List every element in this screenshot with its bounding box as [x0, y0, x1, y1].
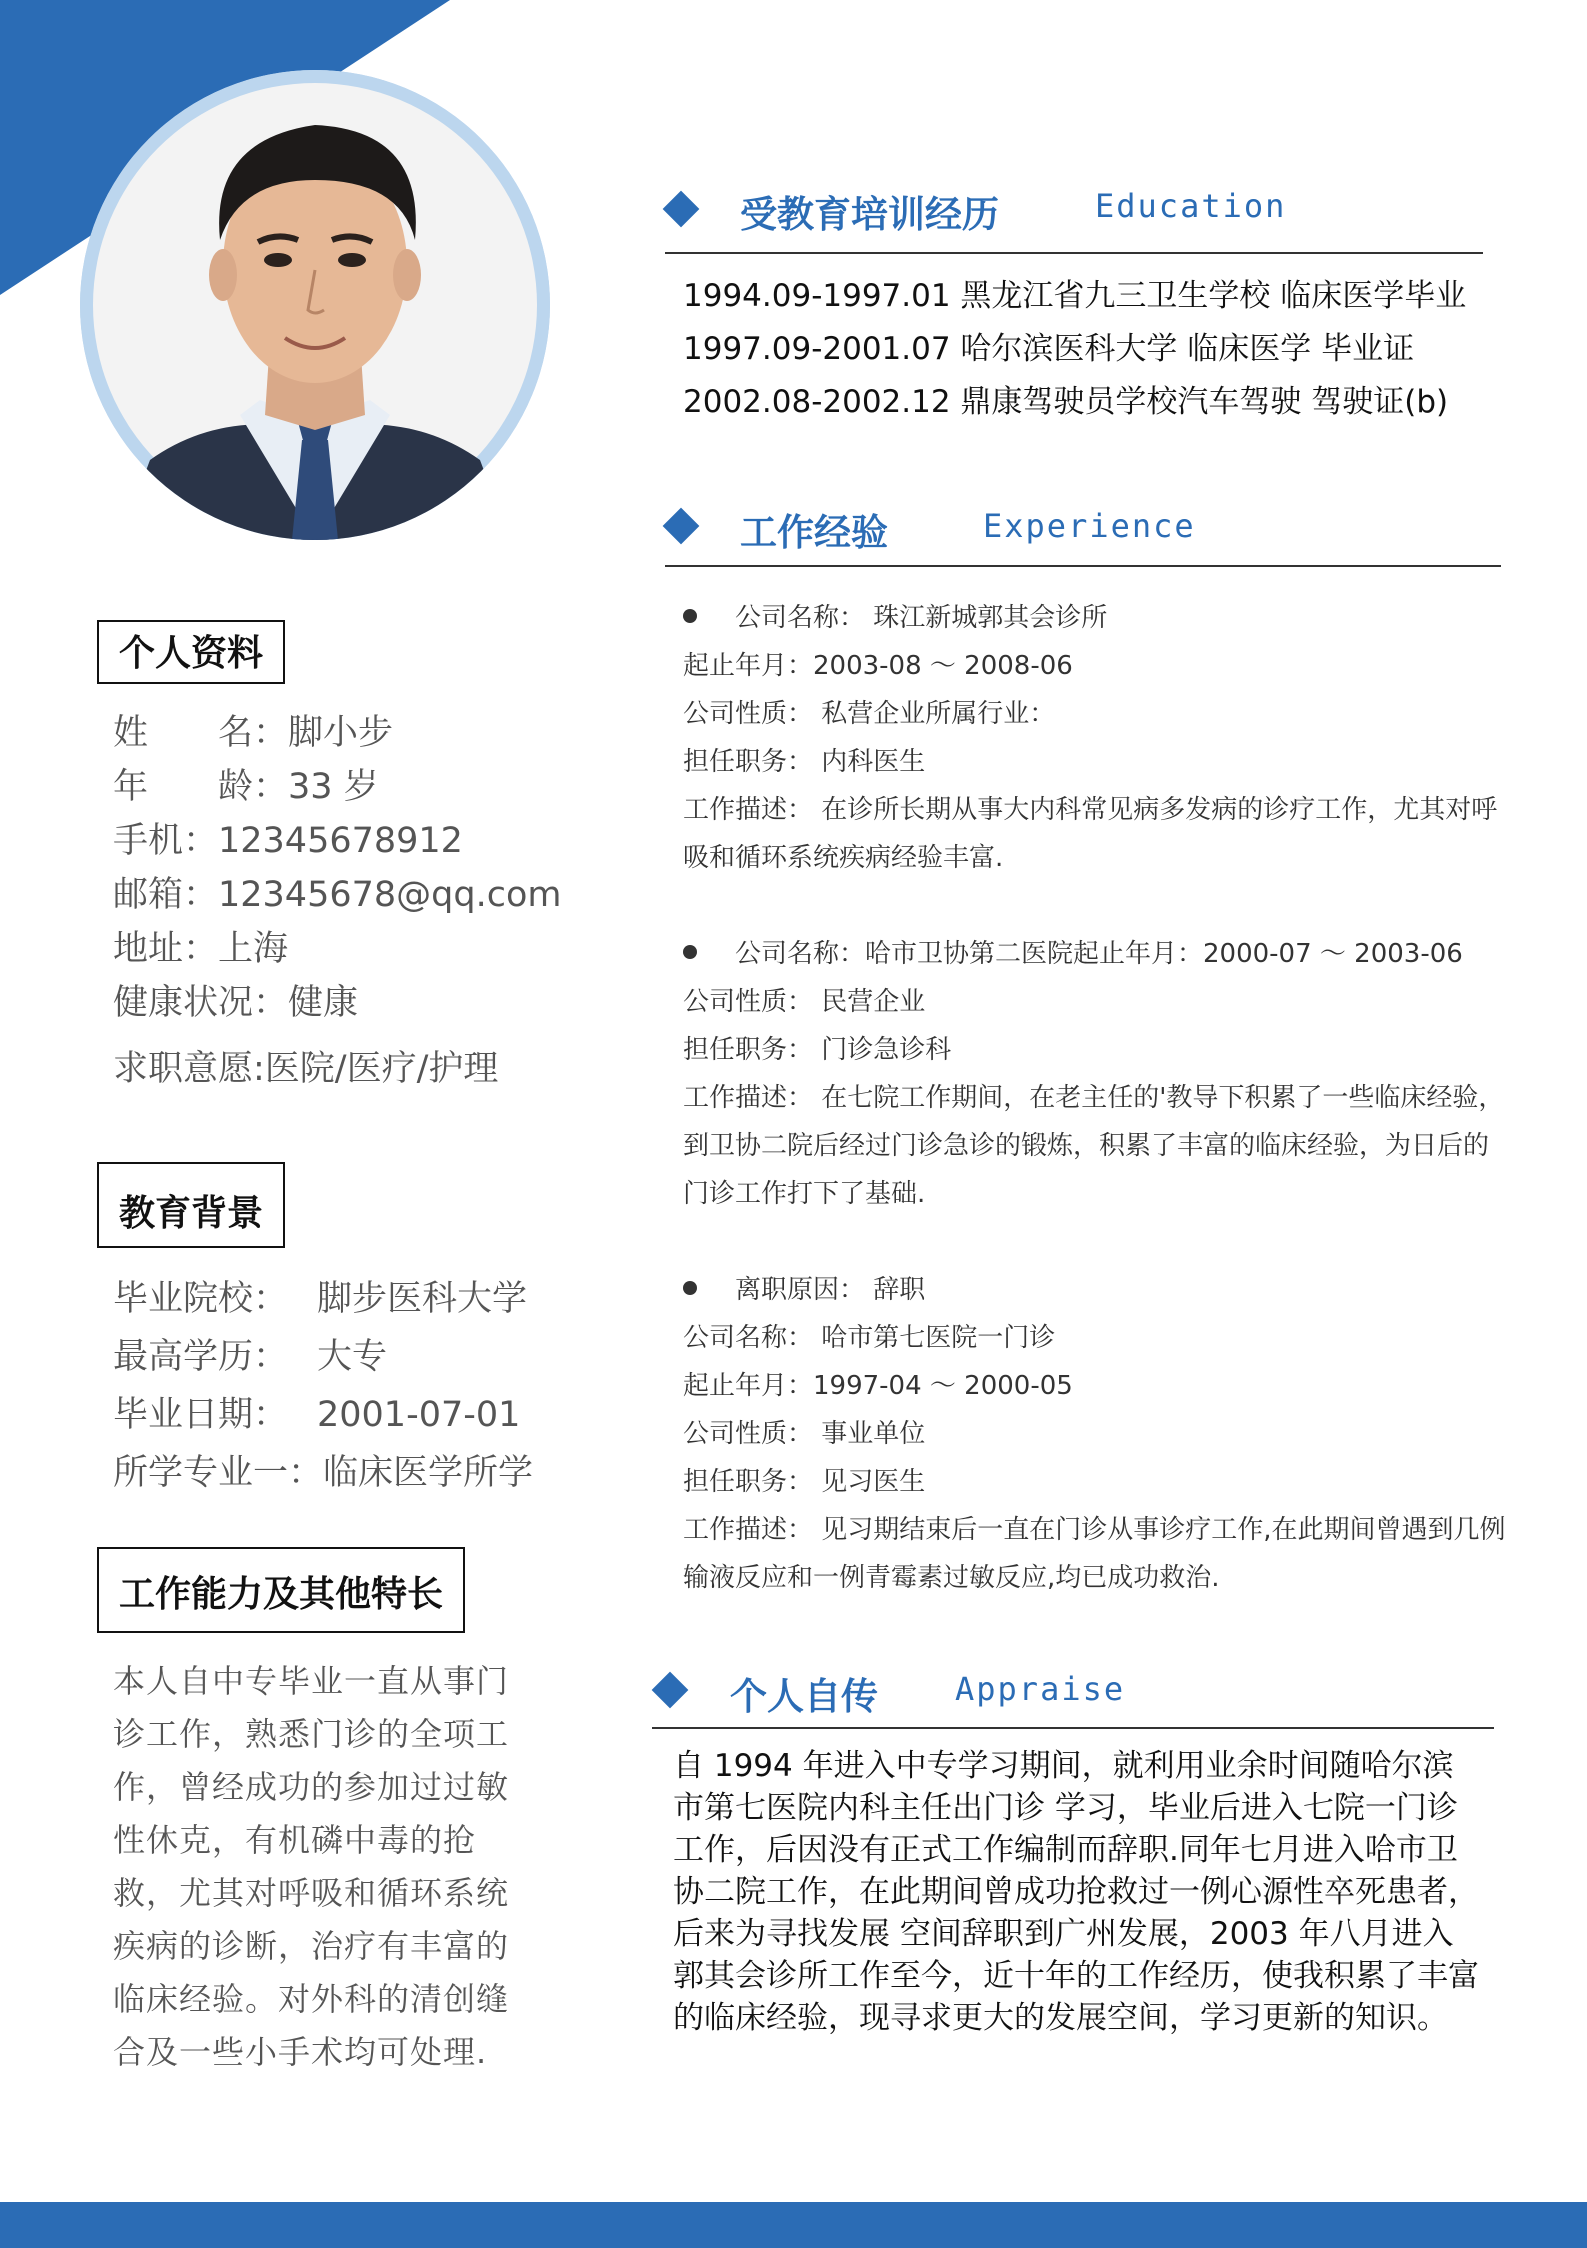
age-line	[113, 760, 583, 814]
job-company: 公司名称：哈市卫协第二医院起止年月：2000-07 ～ 2003-06	[683, 930, 1513, 978]
personal-info-title: 个人资料	[97, 620, 285, 684]
footer-bar	[0, 2202, 1587, 2248]
address-line: 地址：上海	[113, 929, 289, 969]
education-row: 1997.09-2001.07 哈尔滨医科大学 临床医学 毕业证	[683, 331, 1415, 367]
job-entry-2	[683, 930, 1513, 1218]
experience-divider	[665, 565, 1501, 567]
education-section-title: 受教育培训经历	[740, 193, 999, 236]
job-description: 工作描述： 在七院工作期间，在老主任的'教导下积累了一些临床经验，到卫协二院后经过门诊急诊的锻炼，积累了丰富的临床经验，为日后的门诊工作打下了基础.	[683, 1083, 1505, 1209]
job-nature: 公司性质： 私营企业所属行业：	[683, 699, 1056, 729]
appraise-section-title: 个人自传	[730, 1675, 878, 1718]
bullet-icon	[683, 945, 697, 959]
job-description: 工作描述： 见习期结束后一直在门诊从事诊疗工作,在此期间曾遇到几例输液反应和一例青霉素过敏反应,均已成功救治.	[683, 1515, 1506, 1593]
bullet-icon	[683, 609, 697, 623]
experience-section-subtitle: Experience	[983, 507, 1196, 545]
education-row: 2002.08-2002.12 鼎康驾驶员学校汽车驾驶 驾驶证(b)	[683, 384, 1449, 420]
degree-label: 最高学历：	[113, 1337, 289, 1377]
education-background-list	[113, 1270, 583, 1502]
email-line: 邮箱：12345678@qq.com	[113, 875, 562, 915]
bullet-icon	[683, 1281, 697, 1295]
health-line: 健康状况：健康	[113, 983, 359, 1023]
skills-title: 工作能力及其他特长	[97, 1547, 465, 1633]
education-list	[683, 270, 1503, 429]
name-label: 姓 名：	[113, 713, 289, 753]
job-description: 工作描述： 在诊所长期从事大内科常见病多发病的诊疗工作，尤其对呼吸和循环系统疾病经验丰富.	[683, 795, 1498, 873]
degree-line	[113, 1328, 583, 1386]
section-diamond-icon	[652, 1672, 689, 1709]
job-position: 担任职务： 见习医生	[683, 1467, 926, 1497]
section-diamond-icon	[663, 508, 700, 545]
job-intent-line: 求职意愿:医院/医疗/护理	[113, 1049, 499, 1089]
job-nature: 公司性质： 民营企业	[683, 987, 926, 1017]
age-value: 33 岁	[288, 767, 379, 807]
appraise-divider	[652, 1727, 1494, 1729]
education-row: 1994.09-1997.01 黑龙江省九三卫生学校 临床医学毕业	[683, 278, 1467, 314]
job-entry-1	[683, 594, 1513, 882]
skills-text: 本人自中专毕业一直从事门诊工作，熟悉门诊的全项工作，曾经成功的参加过过敏性休克，有机磷中毒的抢救，尤其对呼吸和循环系统疾病的诊断，治疗有丰富的临床经验。对外科的清创缝合及一些小手术均可处理.	[113, 1662, 510, 2071]
job-leave-reason: 离职原因： 辞职	[683, 1266, 1513, 1314]
graduation-date-line	[113, 1386, 583, 1444]
education-divider	[665, 252, 1483, 254]
school-value: 脚步医科大学	[317, 1279, 528, 1319]
appraise-section-subtitle: Appraise	[955, 1670, 1126, 1708]
section-diamond-icon	[663, 191, 700, 228]
job-position: 担任职务： 内科医生	[683, 747, 926, 777]
profile-photo	[80, 70, 550, 540]
school-line	[113, 1270, 583, 1328]
personal-info-list	[113, 706, 583, 1096]
appraise-text: 自 1994 年进入中专学习期间，就利用业余时间随哈尔滨市第七医院内科主任出门诊 学习，毕业后进入七院一门诊工作，后因没有正式工作编制而辞职.同年七月进入哈市卫协二院工作，在此期间曾成功抢救过一例心源性卒死患者，后来为寻找发展 空间辞职到广州发展，2003 年八月进入郭其会诊所工作至今，近十年的工作经历，使我积累了丰富的临床经验，现寻求更大的发展空间，学习更新的知识。	[673, 1748, 1479, 2036]
job-position: 担任职务： 门诊急诊科	[683, 1035, 952, 1065]
education-background-title: 教育背景	[97, 1162, 285, 1248]
phone-line: 手机：12345678912	[113, 821, 463, 861]
job-nature: 公司性质： 事业单位	[683, 1419, 926, 1449]
education-section-subtitle: Education	[1095, 187, 1287, 225]
major-line: 所学专业一：临床医学所学	[113, 1453, 534, 1493]
job-company: 公司名称： 珠江新城郭其会诊所	[683, 594, 1513, 642]
name-line	[113, 706, 583, 760]
degree-value: 大专	[317, 1337, 388, 1377]
portrait-photo-icon	[80, 70, 550, 540]
job-period: 起止年月：1997-04 ～ 2000-05	[683, 1371, 1073, 1401]
experience-section-title: 工作经验	[740, 511, 888, 554]
school-label: 毕业院校：	[113, 1279, 289, 1319]
job-period: 起止年月：2003-08 ～ 2008-06	[683, 651, 1073, 681]
job-company: 公司名称： 哈市第七医院一门诊	[683, 1323, 1056, 1353]
name-value: 脚小步	[288, 713, 394, 753]
graduation-date-value: 2001-07-01	[317, 1395, 521, 1435]
graduation-date-label: 毕业日期：	[113, 1395, 289, 1435]
job-entry-3	[683, 1266, 1513, 1602]
age-label: 年 龄：	[113, 767, 289, 807]
